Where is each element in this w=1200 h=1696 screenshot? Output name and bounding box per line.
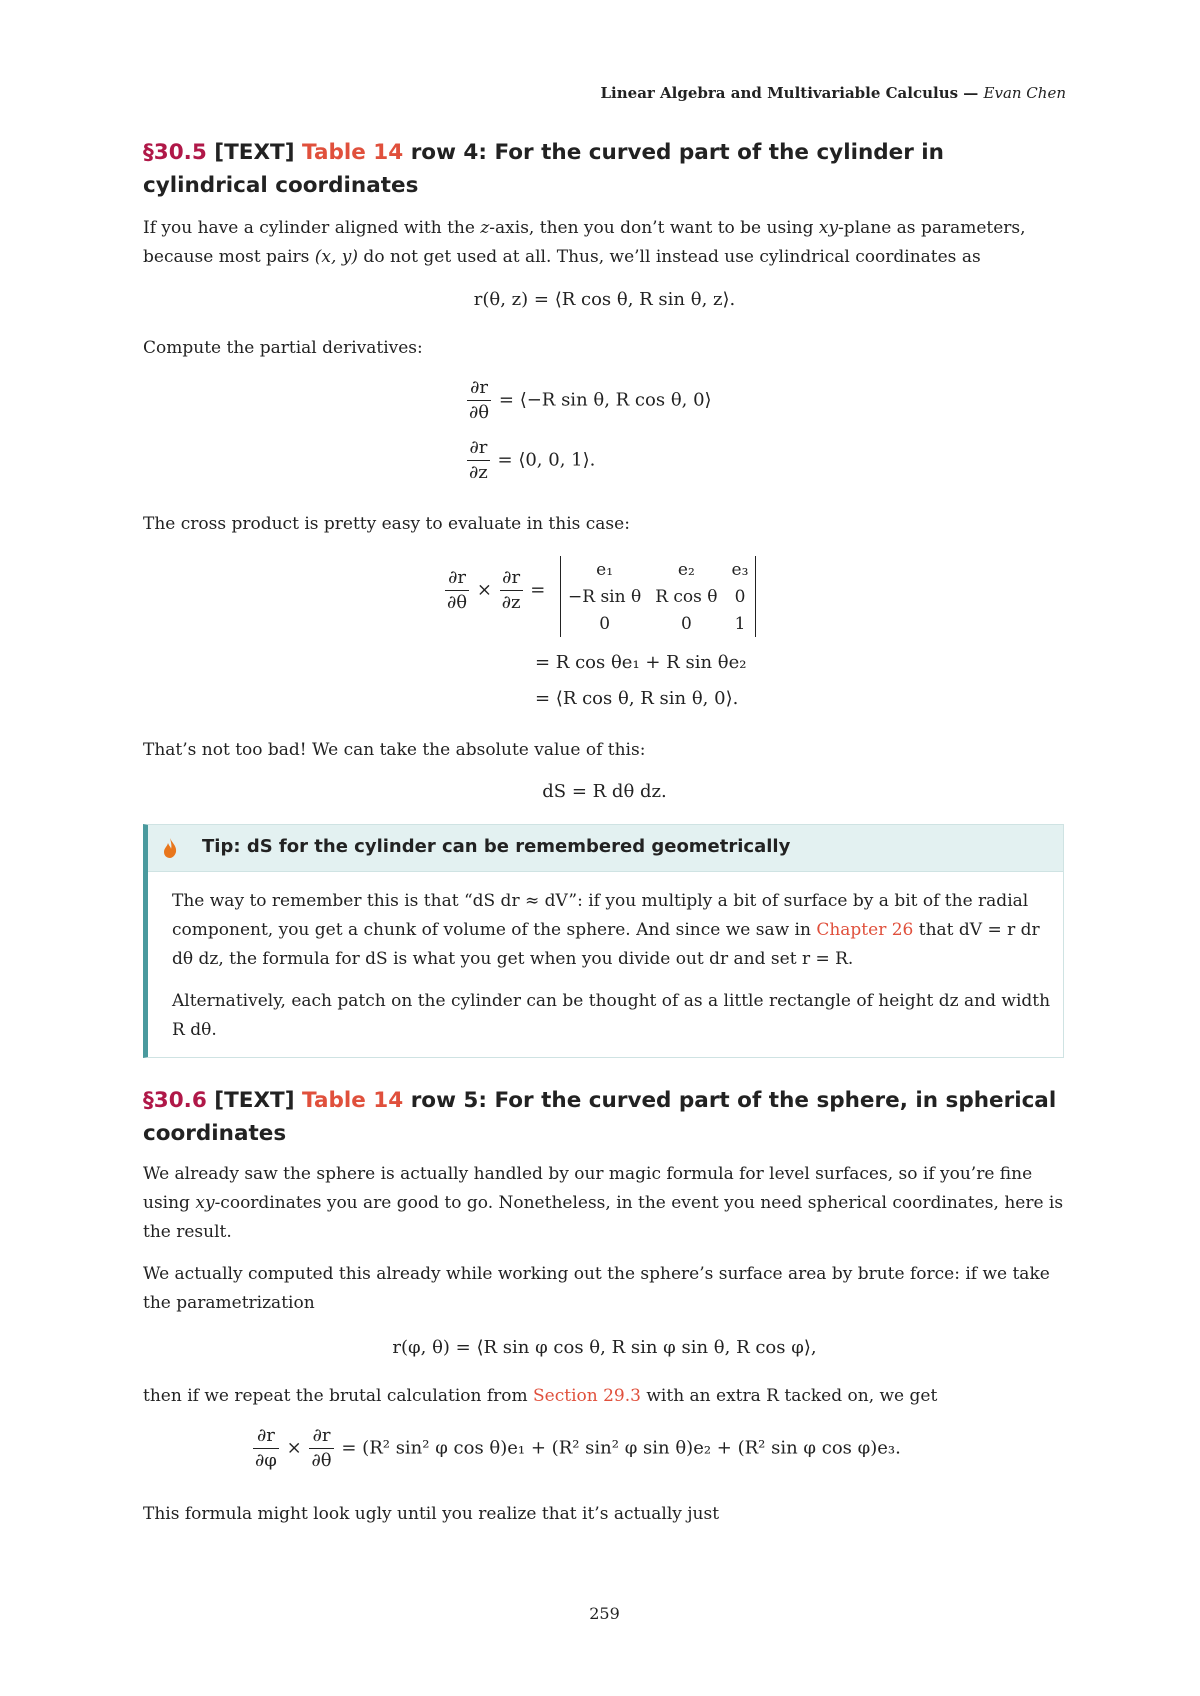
section-number: §30.5: [143, 140, 207, 165]
denominator: ∂θ: [311, 1450, 332, 1471]
denominator: ∂z: [469, 462, 488, 483]
author: Evan Chen: [983, 84, 1066, 102]
table-link[interactable]: Table 14: [302, 140, 404, 165]
determinant-table: [561, 556, 755, 637]
fraction: [253, 1424, 279, 1473]
section-link[interactable]: Section 29.3: [533, 1386, 641, 1406]
text-run: that dV = r dr dθ dz, the formula for dS is what you get when you divide out dr and set r = R.: [172, 920, 1040, 969]
rhs: = ⟨−R sin θ, R cos θ, 0⟩: [498, 389, 712, 411]
text-run: We already saw the sphere is actually handled by our magic formula for level surfaces, so if you’re fine using: [143, 1164, 1033, 1213]
fraction: [467, 436, 490, 485]
section-tag: [TEXT]: [214, 140, 295, 165]
numerator: ∂r: [445, 566, 469, 591]
equation-cross-line2: = R cos θe₁ + R sin θe₂: [535, 652, 747, 673]
det-cell: 0: [599, 613, 611, 634]
determinant: [560, 556, 756, 637]
math-xy: xy: [818, 218, 839, 238]
equation-parametrization: r(θ, z) = ⟨R cos θ, R sin θ, z⟩.: [473, 289, 736, 310]
det-cell: 0: [734, 586, 746, 607]
equation-sphere-cross: [251, 1424, 901, 1473]
section-number: §30.6: [143, 1088, 207, 1113]
running-head: [601, 84, 1067, 102]
flame-icon: [162, 837, 178, 864]
paragraph-intro: [143, 214, 1066, 272]
text-run: then if we repeat the brutal calculation from: [143, 1386, 534, 1406]
denominator: ∂θ: [469, 402, 490, 423]
equation-cross-line3: = ⟨R cos θ, R sin θ, 0⟩.: [535, 688, 739, 709]
det-cell: e₂: [677, 559, 695, 580]
det-cell: e₃: [731, 559, 749, 580]
tip-title: [202, 836, 790, 857]
math-pair: (x, y): [314, 247, 359, 267]
equation-partial-theta: [465, 376, 712, 425]
det-cell: e₁: [596, 559, 614, 580]
paragraph-ugly: This formula might look ugly until you realize that it’s actually just: [143, 1504, 720, 1524]
numerator: ∂r: [309, 1424, 333, 1449]
fraction: [500, 566, 523, 615]
paragraph-partials: Compute the partial derivatives:: [143, 338, 423, 358]
page: [143, 0, 1066, 1696]
paragraph-sphere-intro: [143, 1160, 1066, 1247]
det-cell: R cos θ: [655, 586, 718, 607]
rhs: = (R² sin² φ cos θ)e₁ + (R² sin² φ sin θ)e₂ + (R² sin φ cos φ)e₃.: [341, 1437, 901, 1459]
numerator: ∂r: [467, 376, 491, 401]
tip-paragraph-1: [172, 887, 1052, 974]
equation-sphere-param: r(φ, θ) = ⟨R sin φ cos θ, R sin φ sin θ, R cos φ⟩,: [392, 1337, 817, 1358]
paragraph-cross-product: The cross product is pretty easy to evaluate in this case:: [143, 514, 630, 534]
det-cell: 1: [734, 613, 746, 634]
paragraph-absolute-value: That’s not too bad! We can take the absolute value of this:: [143, 740, 646, 760]
det-cell: 0: [680, 613, 692, 634]
tip-paragraph-2: Alternatively, each patch on the cylinder can be thought of as a little rectangle of height dz and width R dθ.: [172, 991, 1051, 1040]
text-run: with an extra R tacked on, we get: [640, 1386, 938, 1406]
text-run: do not get used at all. Thus, we’ll instead use cylindrical coordinates as: [358, 247, 981, 267]
text-run: -plane as parameters, because most pairs: [143, 218, 1026, 267]
paragraph-parametrization: We actually computed this already while working out the sphere’s surface area by brute force: if we take the parametrization: [143, 1264, 1050, 1313]
fraction: [467, 376, 491, 425]
rhs: = ⟨0, 0, 1⟩.: [497, 449, 596, 471]
table-link[interactable]: Table 14: [302, 1088, 404, 1113]
times-sign: ×: [476, 579, 492, 601]
equation-dS: dS = R dθ dz.: [542, 781, 667, 802]
denominator: ∂z: [501, 592, 521, 613]
det-cell: −R sin θ: [568, 586, 642, 607]
equals-sign: =: [530, 579, 546, 601]
text-run: -coordinates you are good to go. Nonetheless, in the event you need spherical coordinates, here is the result.: [143, 1193, 1064, 1242]
tip-title-text: dS for the cylinder can be remembered geometrically: [246, 836, 791, 857]
math-xy: xy: [195, 1193, 215, 1213]
section-30-5-heading: [143, 136, 1066, 202]
section-title: row 4: For the curved part of the cylinder in cylindrical coordinates: [143, 140, 944, 198]
math-z: z: [480, 218, 490, 238]
section-30-6-heading: [143, 1084, 1066, 1150]
text-run: The way to remember this is that “dS dr ≈ dV”: if you multiply a bit of surface by a bit of the radial component, you get a chunk of volume of the sphere. And since we saw in: [172, 891, 1029, 940]
header-separator: —: [958, 84, 984, 102]
denominator: ∂φ: [255, 1450, 277, 1471]
paragraph-brutal: [143, 1382, 1066, 1411]
book-title: Linear Algebra and Multivariable Calculus: [600, 84, 959, 102]
times-sign: ×: [286, 1437, 302, 1459]
fraction: [309, 1424, 333, 1473]
equation-cross-lhs: [443, 566, 545, 615]
numerator: ∂r: [500, 566, 523, 591]
numerator: ∂r: [253, 1424, 279, 1449]
chapter-link[interactable]: Chapter 26: [816, 920, 914, 940]
tip-header: [148, 825, 1063, 872]
section-title: row 5: For the curved part of the sphere, in spherical coordinates: [143, 1088, 1057, 1146]
numerator: ∂r: [467, 436, 490, 461]
equation-partial-z: [465, 436, 595, 485]
text-run: If you have a cylinder aligned with the: [143, 218, 481, 238]
tip-label: Tip:: [202, 836, 241, 857]
denominator: ∂θ: [447, 592, 468, 613]
tip-box: [143, 824, 1064, 1058]
section-tag: [TEXT]: [214, 1088, 295, 1113]
page-number: 259: [589, 1604, 620, 1623]
text-run: -axis, then you don’t want to be using: [489, 218, 819, 238]
fraction: [445, 566, 469, 615]
